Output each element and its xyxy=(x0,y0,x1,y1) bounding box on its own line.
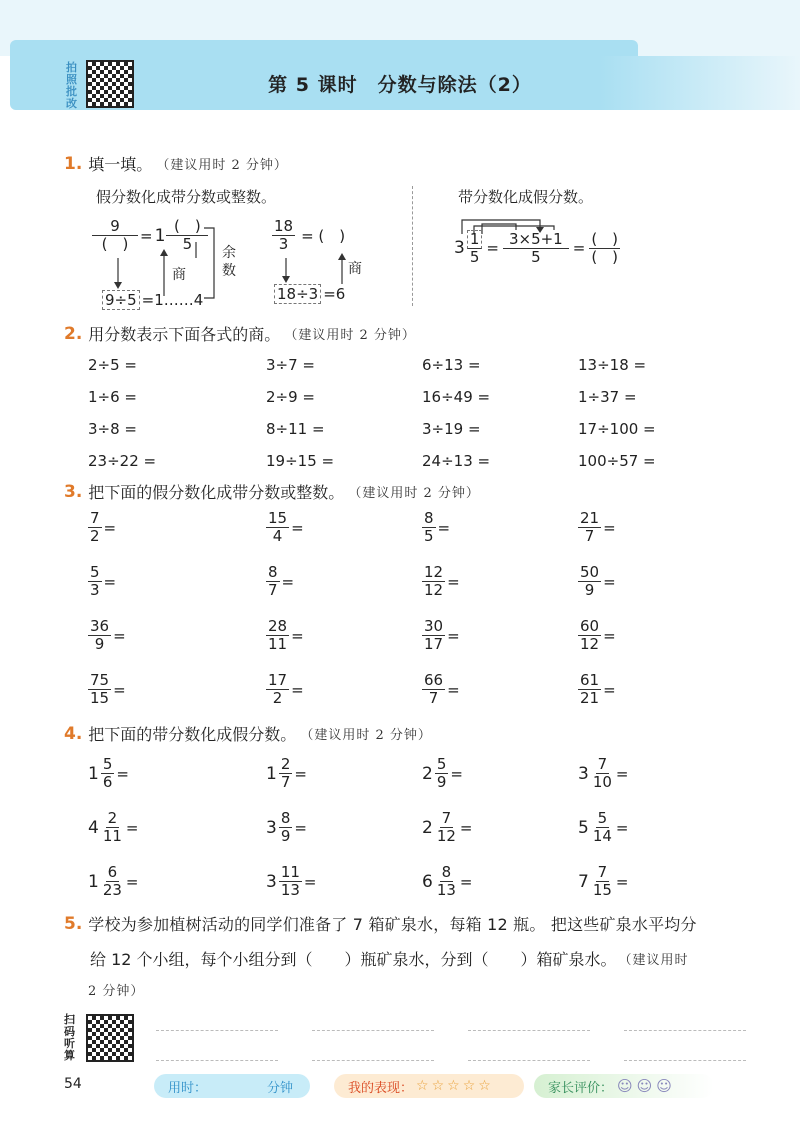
denominator: 23 xyxy=(102,881,122,899)
q1r-ans-den[interactable]: ( ) xyxy=(591,247,619,266)
denominator: 2 xyxy=(272,689,283,707)
denominator: 9 xyxy=(94,635,105,653)
scan-listen-label: 扫码听算 xyxy=(64,1013,75,1062)
q3-item xyxy=(266,618,304,653)
numerator: 8 xyxy=(280,809,291,827)
whole-number: 2 xyxy=(422,817,433,838)
time-unit: 分钟 xyxy=(267,1080,294,1096)
denominator: 6 xyxy=(102,773,113,791)
answer-line[interactable] xyxy=(156,1060,278,1061)
denominator: 7 xyxy=(584,527,595,545)
q1a-yushu-label: 余数 xyxy=(222,245,236,279)
q1r-eq1: = xyxy=(486,239,499,257)
fraction xyxy=(578,672,601,707)
fraction xyxy=(591,810,614,845)
fraction xyxy=(279,864,302,899)
q2-item: 24÷13 = xyxy=(422,452,491,470)
denominator: 12 xyxy=(436,827,456,845)
q2-item: 19÷15 = xyxy=(266,452,335,470)
denominator: 11 xyxy=(268,635,288,653)
whole-number: 3 xyxy=(266,871,277,892)
numerator: 5 xyxy=(597,809,608,827)
answer-line[interactable] xyxy=(312,1060,434,1061)
denominator: 15 xyxy=(592,881,612,899)
fraction xyxy=(578,564,601,599)
q1a-mixed-num[interactable]: ( ) xyxy=(166,218,208,236)
qr-code-icon[interactable] xyxy=(86,60,134,108)
fraction xyxy=(435,756,449,791)
numerator: 15 xyxy=(268,509,288,527)
numerator: 5 xyxy=(102,755,113,773)
denominator: 5 xyxy=(424,527,434,545)
q1r-num: 1 xyxy=(467,230,483,249)
fraction xyxy=(578,618,601,653)
fraction xyxy=(591,756,614,791)
q3-item xyxy=(578,618,616,653)
whole-number: 7 xyxy=(578,871,589,892)
q2-item: 16÷49 = xyxy=(422,388,491,406)
q1r-den: 5 xyxy=(469,248,480,266)
smile-icon[interactable]: ☺ xyxy=(617,1077,633,1095)
q4-heading xyxy=(64,722,432,745)
fraction xyxy=(101,810,124,845)
equals-sign: = xyxy=(103,518,117,537)
header-fade xyxy=(600,56,800,110)
q2-item: 100÷57 = xyxy=(578,452,656,470)
numerator: 7 xyxy=(597,863,608,881)
q5-line2: 给 12 个小组，每个小组分到（ ）瓶矿泉水，分到（ ）箱矿泉水。 xyxy=(90,950,617,969)
denominator: 17 xyxy=(424,635,444,653)
q1r-whole: 3 xyxy=(454,238,465,258)
q1-right-title: 带分数化成假分数。 xyxy=(458,188,594,206)
answer-line[interactable] xyxy=(624,1060,746,1061)
parent-pill xyxy=(534,1074,714,1098)
q3-item xyxy=(88,564,116,599)
star-icon[interactable]: ☆ xyxy=(416,1078,429,1094)
numerator: 75 xyxy=(90,671,110,689)
q3-text: 把下面的假分数化成带分数或整数。 xyxy=(88,483,345,502)
equals-sign: = xyxy=(125,818,139,837)
fraction xyxy=(266,564,280,599)
q2-hint: （建议用时 2 分钟） xyxy=(284,328,416,343)
numerator: 17 xyxy=(268,671,288,689)
q1a-mixed-den: 5 xyxy=(182,235,193,253)
equals-sign: = xyxy=(294,818,307,837)
page-number: 54 xyxy=(64,1076,82,1092)
fraction xyxy=(266,672,289,707)
equals-sign: = xyxy=(116,764,129,783)
whole-number: 2 xyxy=(422,763,433,784)
numerator: 36 xyxy=(90,617,110,635)
equals-sign: = xyxy=(459,818,473,837)
equals-sign: = xyxy=(447,572,460,591)
numerator: 30 xyxy=(424,617,444,635)
whole-number: 1 xyxy=(88,763,99,784)
q2-item: 17÷100 = xyxy=(578,420,656,438)
q1-heading xyxy=(64,152,288,175)
q1-diagram-b xyxy=(272,218,392,310)
q5-hint-a: （建议用时 xyxy=(618,953,689,968)
q3-item xyxy=(422,618,460,653)
fraction xyxy=(88,510,102,545)
equals-sign: = xyxy=(437,518,451,537)
q1a-frac-num: 9 xyxy=(92,218,138,236)
q1r-expr-num: 3×5+1 xyxy=(503,231,569,249)
fraction xyxy=(422,510,436,545)
qr-code-icon[interactable] xyxy=(86,1014,134,1062)
answer-line[interactable] xyxy=(312,1030,434,1031)
performance-label: 我的表现： xyxy=(348,1080,414,1096)
numerator: 61 xyxy=(580,671,600,689)
smile-icon[interactable]: ☺ xyxy=(636,1077,653,1095)
q4-item xyxy=(578,864,629,899)
q4-item xyxy=(266,810,307,845)
equals-sign: = xyxy=(291,518,304,537)
fraction xyxy=(435,864,458,899)
q2-item: 2÷5 = xyxy=(88,356,137,374)
q1r-eq2: = xyxy=(572,239,586,257)
denominator: 7 xyxy=(428,689,439,707)
q1a-eq: = xyxy=(140,226,153,245)
q2-item: 1÷6 = xyxy=(88,388,137,406)
star-icon[interactable]: ☆ xyxy=(462,1078,476,1094)
numerator: 12 xyxy=(424,563,444,581)
q3-item xyxy=(88,618,126,653)
star-icon[interactable]: ☆ xyxy=(447,1078,460,1094)
q1-divider xyxy=(412,186,413,306)
fraction xyxy=(422,672,445,707)
star-icon[interactable]: ☆ xyxy=(478,1078,491,1094)
q3-item xyxy=(266,510,304,545)
denominator: 3 xyxy=(90,581,100,599)
whole-number: 5 xyxy=(578,817,589,838)
fraction xyxy=(88,618,111,653)
performance-pill xyxy=(334,1074,524,1098)
equals-sign: = xyxy=(459,872,473,891)
q2-heading xyxy=(64,322,416,345)
numerator: 6 xyxy=(107,863,118,881)
equals-sign: = xyxy=(615,764,629,783)
q3-number: 3. xyxy=(64,481,83,502)
smile-icon[interactable]: ☺ xyxy=(656,1077,672,1095)
equals-sign: = xyxy=(447,680,460,699)
q4-item xyxy=(422,810,473,845)
equals-sign: = xyxy=(303,872,317,891)
denominator: 21 xyxy=(580,689,600,707)
fraction xyxy=(88,672,111,707)
q4-item xyxy=(422,756,463,791)
numerator: 5 xyxy=(90,563,100,581)
fraction xyxy=(101,864,124,899)
equals-sign: = xyxy=(603,518,616,537)
denominator: 10 xyxy=(592,773,612,791)
answer-line[interactable] xyxy=(624,1030,746,1031)
numerator: 2 xyxy=(107,809,118,827)
equals-sign: = xyxy=(615,818,629,837)
fraction xyxy=(266,510,289,545)
q2-item: 1÷37 = xyxy=(578,388,637,406)
q5-number: 5. xyxy=(64,913,83,934)
q2-text: 用分数表示下面各式的商。 xyxy=(88,325,281,344)
q1a-div-expr: 9÷5 xyxy=(102,290,140,310)
q4-item xyxy=(88,864,139,899)
q1b-shang-label: 商 xyxy=(348,261,362,277)
q3-item xyxy=(578,672,616,707)
answer-line[interactable] xyxy=(156,1030,278,1031)
q1b-eq[interactable]: = ( ) xyxy=(301,227,346,245)
denominator: 14 xyxy=(592,827,612,845)
q5-block xyxy=(64,912,754,999)
whole-number: 6 xyxy=(422,871,433,892)
q1-diagram-right xyxy=(454,216,654,276)
q5-hint-b: 2 分钟） xyxy=(88,984,145,999)
equals-sign: = xyxy=(291,626,304,645)
denominator: 15 xyxy=(90,689,110,707)
q2-item: 2÷9 = xyxy=(266,388,315,406)
denominator: 12 xyxy=(580,635,600,653)
numerator: 21 xyxy=(580,509,600,527)
q2-item: 3÷19 = xyxy=(422,420,481,438)
fraction xyxy=(422,564,445,599)
q2-item: 13÷18 = xyxy=(578,356,647,374)
q2-item: 8÷11 = xyxy=(266,420,325,438)
q4-item xyxy=(266,756,307,791)
equals-sign: = xyxy=(603,626,616,645)
q5-line1: 学校为参加植树活动的同学们准备了 7 箱矿泉水，每箱 12 瓶。 把这些矿泉水平均分 xyxy=(88,915,697,934)
q1-diagram-a xyxy=(92,218,272,310)
equals-sign: = xyxy=(603,572,616,591)
denominator: 9 xyxy=(436,773,447,791)
time-pill xyxy=(154,1074,310,1098)
q2-item: 23÷22 = xyxy=(88,452,157,470)
equals-sign: = xyxy=(113,626,126,645)
fraction xyxy=(279,810,293,845)
q4-item xyxy=(578,810,629,845)
star-icon[interactable]: ☆ xyxy=(431,1078,445,1094)
numerator: 7 xyxy=(90,509,100,527)
q4-text: 把下面的带分数化成假分数。 xyxy=(88,725,297,744)
page-title: 第 5 课时 分数与除法（2） xyxy=(268,74,532,96)
equals-sign: = xyxy=(450,764,463,783)
q3-item xyxy=(88,510,116,545)
denominator: 4 xyxy=(272,527,283,545)
fraction xyxy=(422,618,445,653)
q4-hint: （建议用时 2 分钟） xyxy=(300,728,432,743)
equals-sign: = xyxy=(615,872,629,891)
q3-item xyxy=(266,672,304,707)
q3-item xyxy=(422,672,460,707)
equals-sign: = xyxy=(447,626,460,645)
q4-item xyxy=(88,810,139,845)
whole-number: 3 xyxy=(266,817,277,838)
answer-line[interactable] xyxy=(468,1030,590,1031)
numerator: 28 xyxy=(268,617,288,635)
numerator: 5 xyxy=(436,755,447,773)
denominator: 9 xyxy=(584,581,595,599)
q1b-div-expr: 18÷3 xyxy=(274,284,321,304)
numerator: 66 xyxy=(424,671,444,689)
equals-sign: = xyxy=(281,572,295,591)
equals-sign: = xyxy=(103,572,117,591)
numerator: 8 xyxy=(441,863,452,881)
q4-number: 4. xyxy=(64,723,83,744)
denominator: 7 xyxy=(268,581,278,599)
answer-line[interactable] xyxy=(468,1060,590,1061)
numerator: 7 xyxy=(597,755,608,773)
numerator: 8 xyxy=(424,509,434,527)
q1a-result: =1……4 xyxy=(141,291,204,309)
q1r-expr-den: 5 xyxy=(531,247,541,266)
fraction xyxy=(279,756,293,791)
q2-item: 3÷8 = xyxy=(88,420,137,438)
q4-item xyxy=(422,864,473,899)
whole-number: 4 xyxy=(88,817,99,838)
equals-sign: = xyxy=(291,680,304,699)
q3-item xyxy=(266,564,294,599)
numerator: 50 xyxy=(580,563,600,581)
whole-number: 3 xyxy=(578,763,589,784)
whole-number: 1 xyxy=(266,763,277,784)
denominator: 11 xyxy=(102,827,122,845)
denominator: 9 xyxy=(280,827,291,845)
whole-number: 1 xyxy=(88,871,99,892)
q1r-ans-num[interactable]: ( ) xyxy=(591,229,619,248)
denominator: 12 xyxy=(424,581,444,599)
q1-text: 填一填。 xyxy=(88,155,153,174)
equals-sign: = xyxy=(125,872,139,891)
q3-heading xyxy=(64,480,480,503)
denominator: 13 xyxy=(280,881,300,899)
fraction xyxy=(101,756,115,791)
q2-item: 6÷13 = xyxy=(422,356,481,374)
time-label: 用时： xyxy=(168,1080,208,1096)
denominator: 7 xyxy=(280,773,291,791)
q4-item xyxy=(266,864,317,899)
numerator: 8 xyxy=(268,563,278,581)
fraction xyxy=(578,510,601,545)
q3-item xyxy=(422,510,450,545)
fraction xyxy=(435,810,458,845)
q3-item xyxy=(88,672,126,707)
q4-item xyxy=(88,756,129,791)
q1a-whole: 1 xyxy=(154,225,166,246)
q2-item: 3÷7 = xyxy=(266,356,315,374)
equals-sign: = xyxy=(603,680,616,699)
q1a-shang-label: 商 xyxy=(172,267,186,283)
numerator: 7 xyxy=(441,809,452,827)
q2-number: 2. xyxy=(64,323,83,344)
q1-number: 1. xyxy=(64,153,83,174)
equals-sign: = xyxy=(294,764,307,783)
equals-sign: = xyxy=(113,680,126,699)
photo-check-label: 拍照批改 xyxy=(66,61,77,110)
numerator: 2 xyxy=(280,755,291,773)
denominator: 13 xyxy=(436,881,456,899)
parent-label: 家长评价： xyxy=(548,1080,614,1096)
q3-hint: （建议用时 2 分钟） xyxy=(348,486,480,501)
numerator: 11 xyxy=(280,863,300,881)
fraction xyxy=(88,564,102,599)
q1-left-title: 假分数化成带分数或整数。 xyxy=(96,188,277,206)
q3-item xyxy=(578,510,616,545)
q3-item xyxy=(422,564,460,599)
numerator: 60 xyxy=(580,617,600,635)
q1b-frac-num: 18 xyxy=(274,217,294,235)
fraction xyxy=(266,618,289,653)
q1b-frac-den: 3 xyxy=(278,235,289,253)
fraction xyxy=(591,864,614,899)
q1a-frac-den[interactable]: ( ) xyxy=(101,235,129,253)
q4-item xyxy=(578,756,629,791)
q1-hint: （建议用时 2 分钟） xyxy=(156,158,288,173)
q3-item xyxy=(578,564,616,599)
q1b-result: =6 xyxy=(323,285,346,303)
denominator: 2 xyxy=(90,527,100,545)
